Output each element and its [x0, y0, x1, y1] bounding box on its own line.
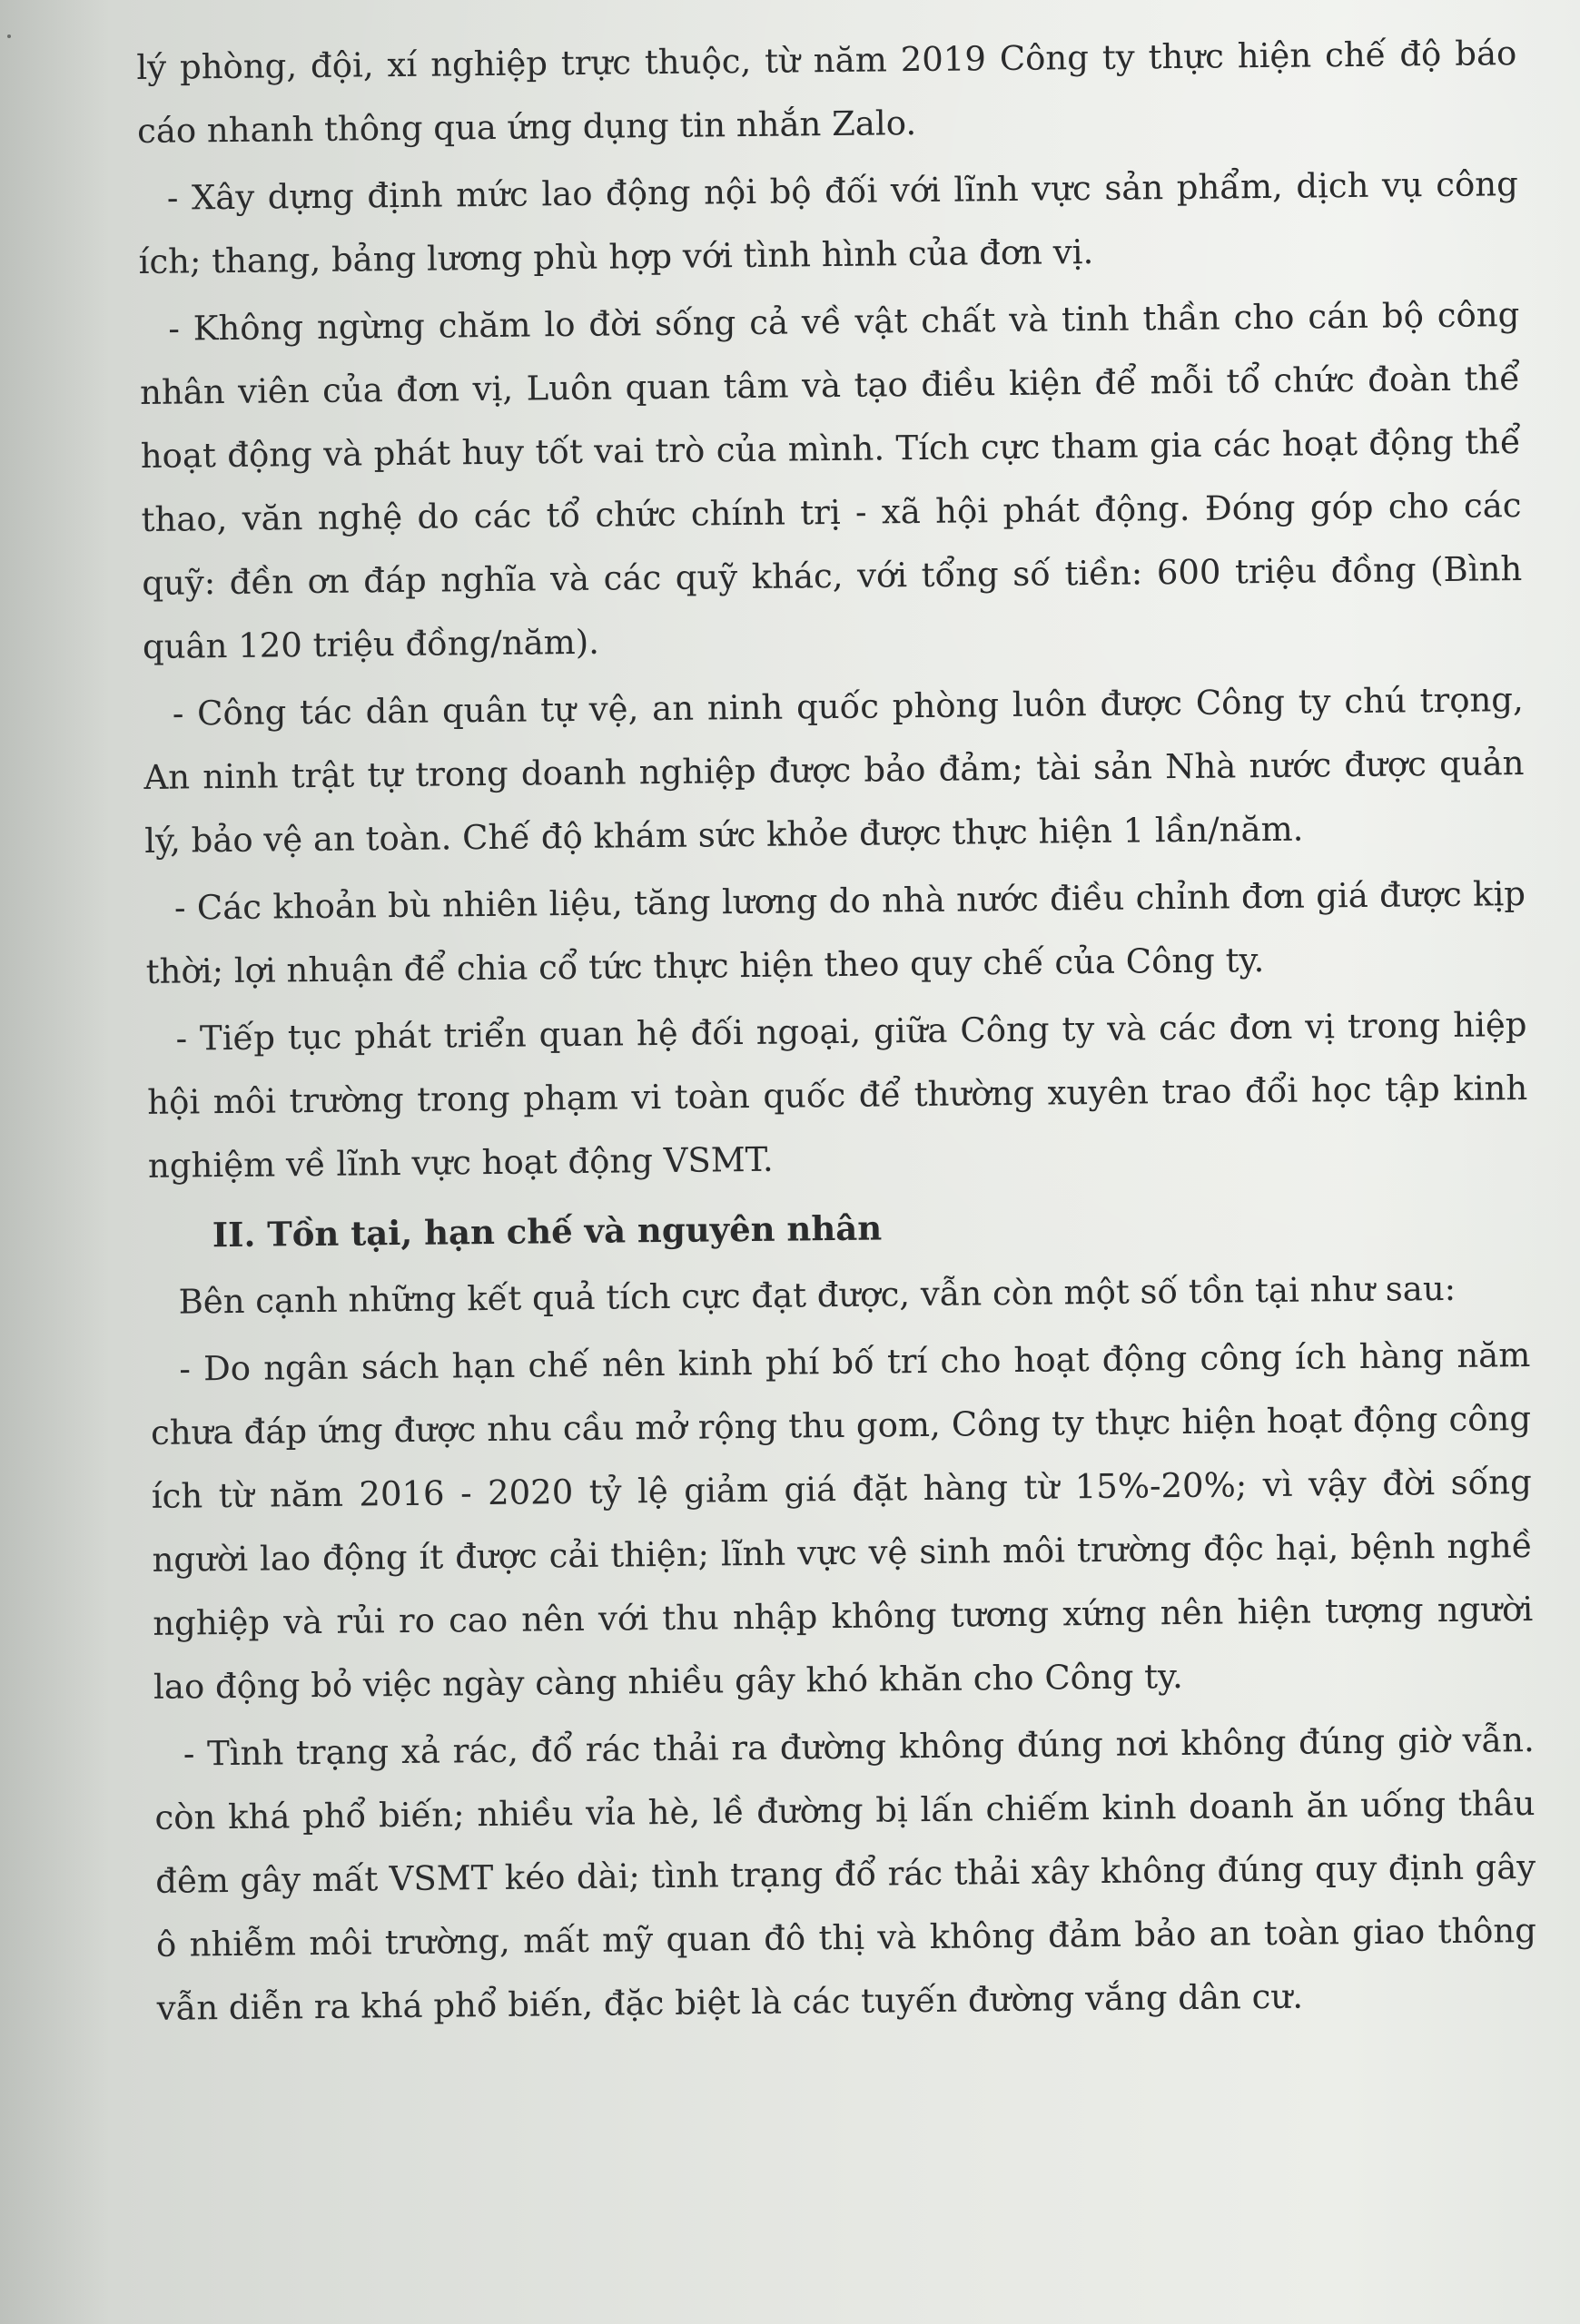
paragraph-labor-norms: - Xây dựng định mức lao động nội bộ đối với lĩnh vực sản phẩm, dịch vụ công ích; thang, bảng lương phù hợp với tình hình của đơn vị.	[138, 164, 1519, 281]
paragraph-welfare: - Không ngừng chăm lo đời sống cả về vật chất và tinh thần cho cán bộ công nhân viên của đơn vị, Luôn quan tâm và tạo điều kiện để mỗi tổ chức đoàn thể hoạt động và phát huy tốt vai trò của mình. Tích cực tham gia các hoạt động thể thao, văn nghệ do các tổ chức chính trị - xã hội phát động. Đóng góp cho các quỹ: đền ơn đáp nghĩa và các quỹ khác, với tổng số tiền: 600 triệu đồng (Bình quân 120 triệu đồng/năm).	[139, 295, 1523, 666]
paper-speck	[7, 34, 11, 38]
paragraph-littering-issue: - Tình trạng xả rác, đổ rác thải ra đường không đúng nơi không đúng giờ vẫn. còn khá phổ biến; nhiều vỉa hè, lề đường bị lấn chiếm kinh doanh ăn uống thâu đêm gây mất VSMT kéo dài; tình trạng đổ rác thải xây không đúng quy định gây ô nhiễm môi trường, mất mỹ quan đô thị và không đảm bảo an toàn giao thông vẫn diễn ra khá phổ biến, đặc biệt là các tuyến đường vắng dân cư.	[154, 1719, 1537, 2028]
paragraph-external-relations: - Tiếp tục phát triển quan hệ đối ngoại, giữa Công ty và các đơn vị trong hiệp hội môi trường trong phạm vi toàn quốc để thường xuyên trao đổi học tập kinh nghiệm về lĩnh vực hoạt động VSMT.	[147, 1005, 1528, 1186]
page-shadow	[0, 0, 109, 2324]
document-body	[136, 22, 1537, 2044]
section-heading: II. Tồn tại, hạn chế và nguyên nhân	[212, 1207, 883, 1256]
paragraph-intro-issues: Bên cạnh những kết quả tích cực đạt được, vẫn còn một số tồn tại như sau:	[178, 1268, 1457, 1322]
paragraph-security: - Công tác dân quân tự vệ, an ninh quốc phòng luôn được Công ty chú trọng, An ninh trật tự trong doanh nghiệp được bảo đảm; tài sản Nhà nước được quản lý, bảo vệ an toàn. Chế độ khám sức khỏe được thực hiện 1 lần/năm.	[143, 680, 1525, 861]
paragraph-continuation: lý phòng, đội, xí nghiệp trực thuộc, từ năm 2019 Công ty thực hiện chế độ báo cáo nhanh thông qua ứng dụng tin nhắn Zalo.	[136, 34, 1517, 151]
paragraph-fuel-salary: - Các khoản bù nhiên liệu, tăng lương do nhà nước điều chỉnh đơn giá được kịp thời; lợi nhuận để chia cổ tức thực hiện theo quy chế của Công ty.	[145, 874, 1526, 991]
paragraph-budget-issue: - Do ngân sách hạn chế nên kinh phí bố trí cho hoạt động công ích hàng năm chưa đáp ứng được nhu cầu mở rộng thu gom, Công ty thực hiện hoạt động công ích từ năm 2016 - 2020 tỷ lệ giảm giá đặt hàng từ 15%-20%; vì vậy đời sống người lao động ít được cải thiện; lĩnh vực vệ sinh môi trường độc hại, bệnh nghề nghiệp và rủi ro cao nên với thu nhập không tương xứng nên hiện tượng người lao động bỏ việc ngày càng nhiều gây khó khăn cho Công ty.	[150, 1335, 1534, 1707]
